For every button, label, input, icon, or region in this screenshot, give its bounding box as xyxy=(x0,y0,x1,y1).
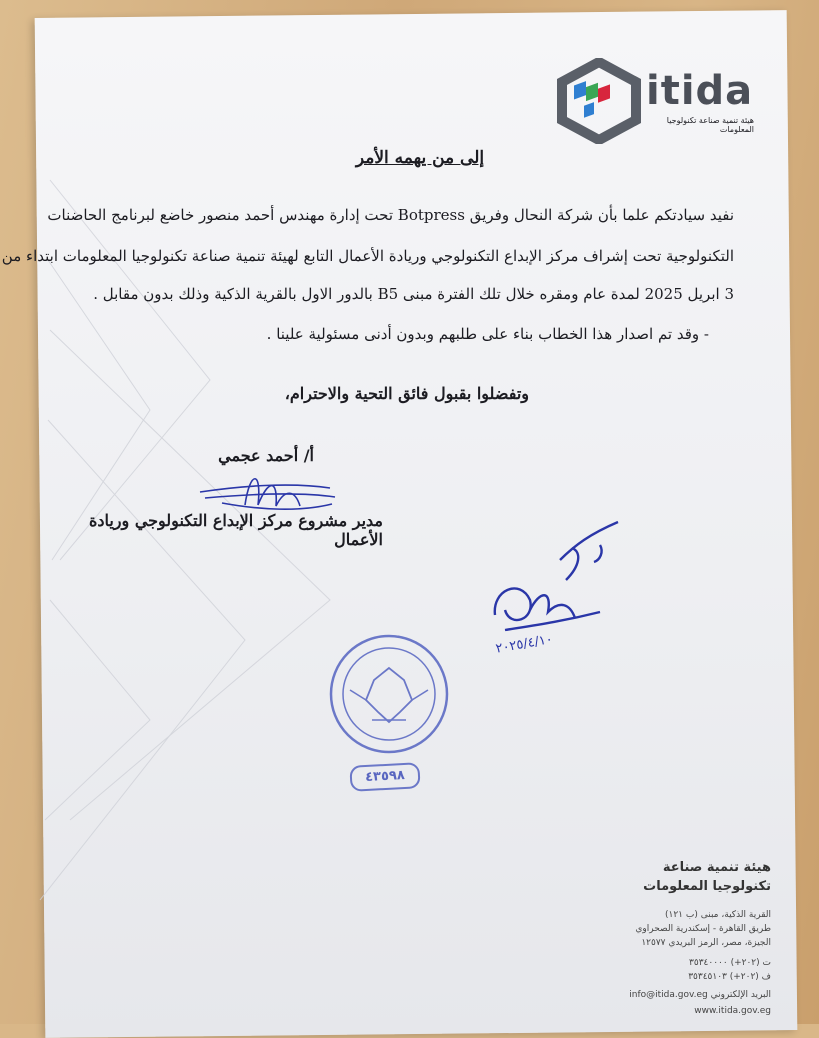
handwritten-date: ٢٠٢٥/٤/١٠ xyxy=(494,631,555,657)
handwritten-signature xyxy=(200,479,335,509)
body-line-4: - وقد تم اصدار هذا الخطاب بناء على طلبهم وبدون أدنى مسئولية علينا . xyxy=(266,325,709,343)
footer-fax: ف (٢٠٢+) ٣٥٣٤٥١٠٣ xyxy=(688,972,771,982)
footer-email[interactable]: info@itida.gov.eg xyxy=(629,990,708,1000)
letter-closing: وتفضلوا بقبول فائق التحية والاحترام، xyxy=(284,384,529,403)
logo-subtitle: هيئة تنمية صناعة تكنولوجيا المعلومات xyxy=(666,116,754,134)
body-line-1: نفيد سيادتكم علما بأن شركة النحال وفريق Botpress تحت إدارة مهندس أحمد منصور خاضع لبرنامج الحاضنات xyxy=(47,206,734,224)
footer-email-label: البريد الإلكتروني xyxy=(710,990,771,1000)
body-line-2: التكنولوجية تحت إشراف مركز الإبداع التكنولوجي وريادة الأعمال التابع لهيئة تنمية صناعة تكنولوجيا المعلومات ابتداء من xyxy=(1,247,734,265)
body-line-3: 3 ابريل 2025 لمدة عام ومقره خلال تلك الفترة مبنى B5 بالدور الاول بالقرية الذكية وذلك بدون مقابل . xyxy=(93,285,734,303)
signatory-title: مدير مشروع مركز الإبداع التكنولوجي وريادة الأعمال xyxy=(88,511,383,549)
stamp-serial-number: ٤٣٥٩٨ xyxy=(349,762,420,792)
approval-scribble xyxy=(495,522,618,630)
footer-website[interactable]: www.itida.gov.eg xyxy=(694,1006,771,1016)
footer-address-2: طريق القاهرة - إسكندرية الصحراوي xyxy=(635,924,771,934)
footer-phone: ت (٢٠٢+) ٣٥٣٤٠٠٠٠ xyxy=(689,958,771,968)
footer-org-line-1: هيئة تنمية صناعة xyxy=(662,860,771,875)
letter-salutation: إلى من يهمه الأمر xyxy=(355,148,485,168)
footer-org-line-2: تكنولوجيا المعلومات xyxy=(643,879,771,894)
footer-address-1: القرية الذكية، مبنى (ب ١٢١) xyxy=(664,910,771,920)
logo-wordmark: itida xyxy=(646,68,754,114)
footer-address-3: الجيزة، مصر، الرمز البريدي ١٢٥٧٧ xyxy=(641,938,771,948)
footer-email-row xyxy=(551,990,771,1000)
official-round-stamp xyxy=(331,636,447,752)
signatory-name: أ/ أحمد عجمي xyxy=(218,446,314,465)
